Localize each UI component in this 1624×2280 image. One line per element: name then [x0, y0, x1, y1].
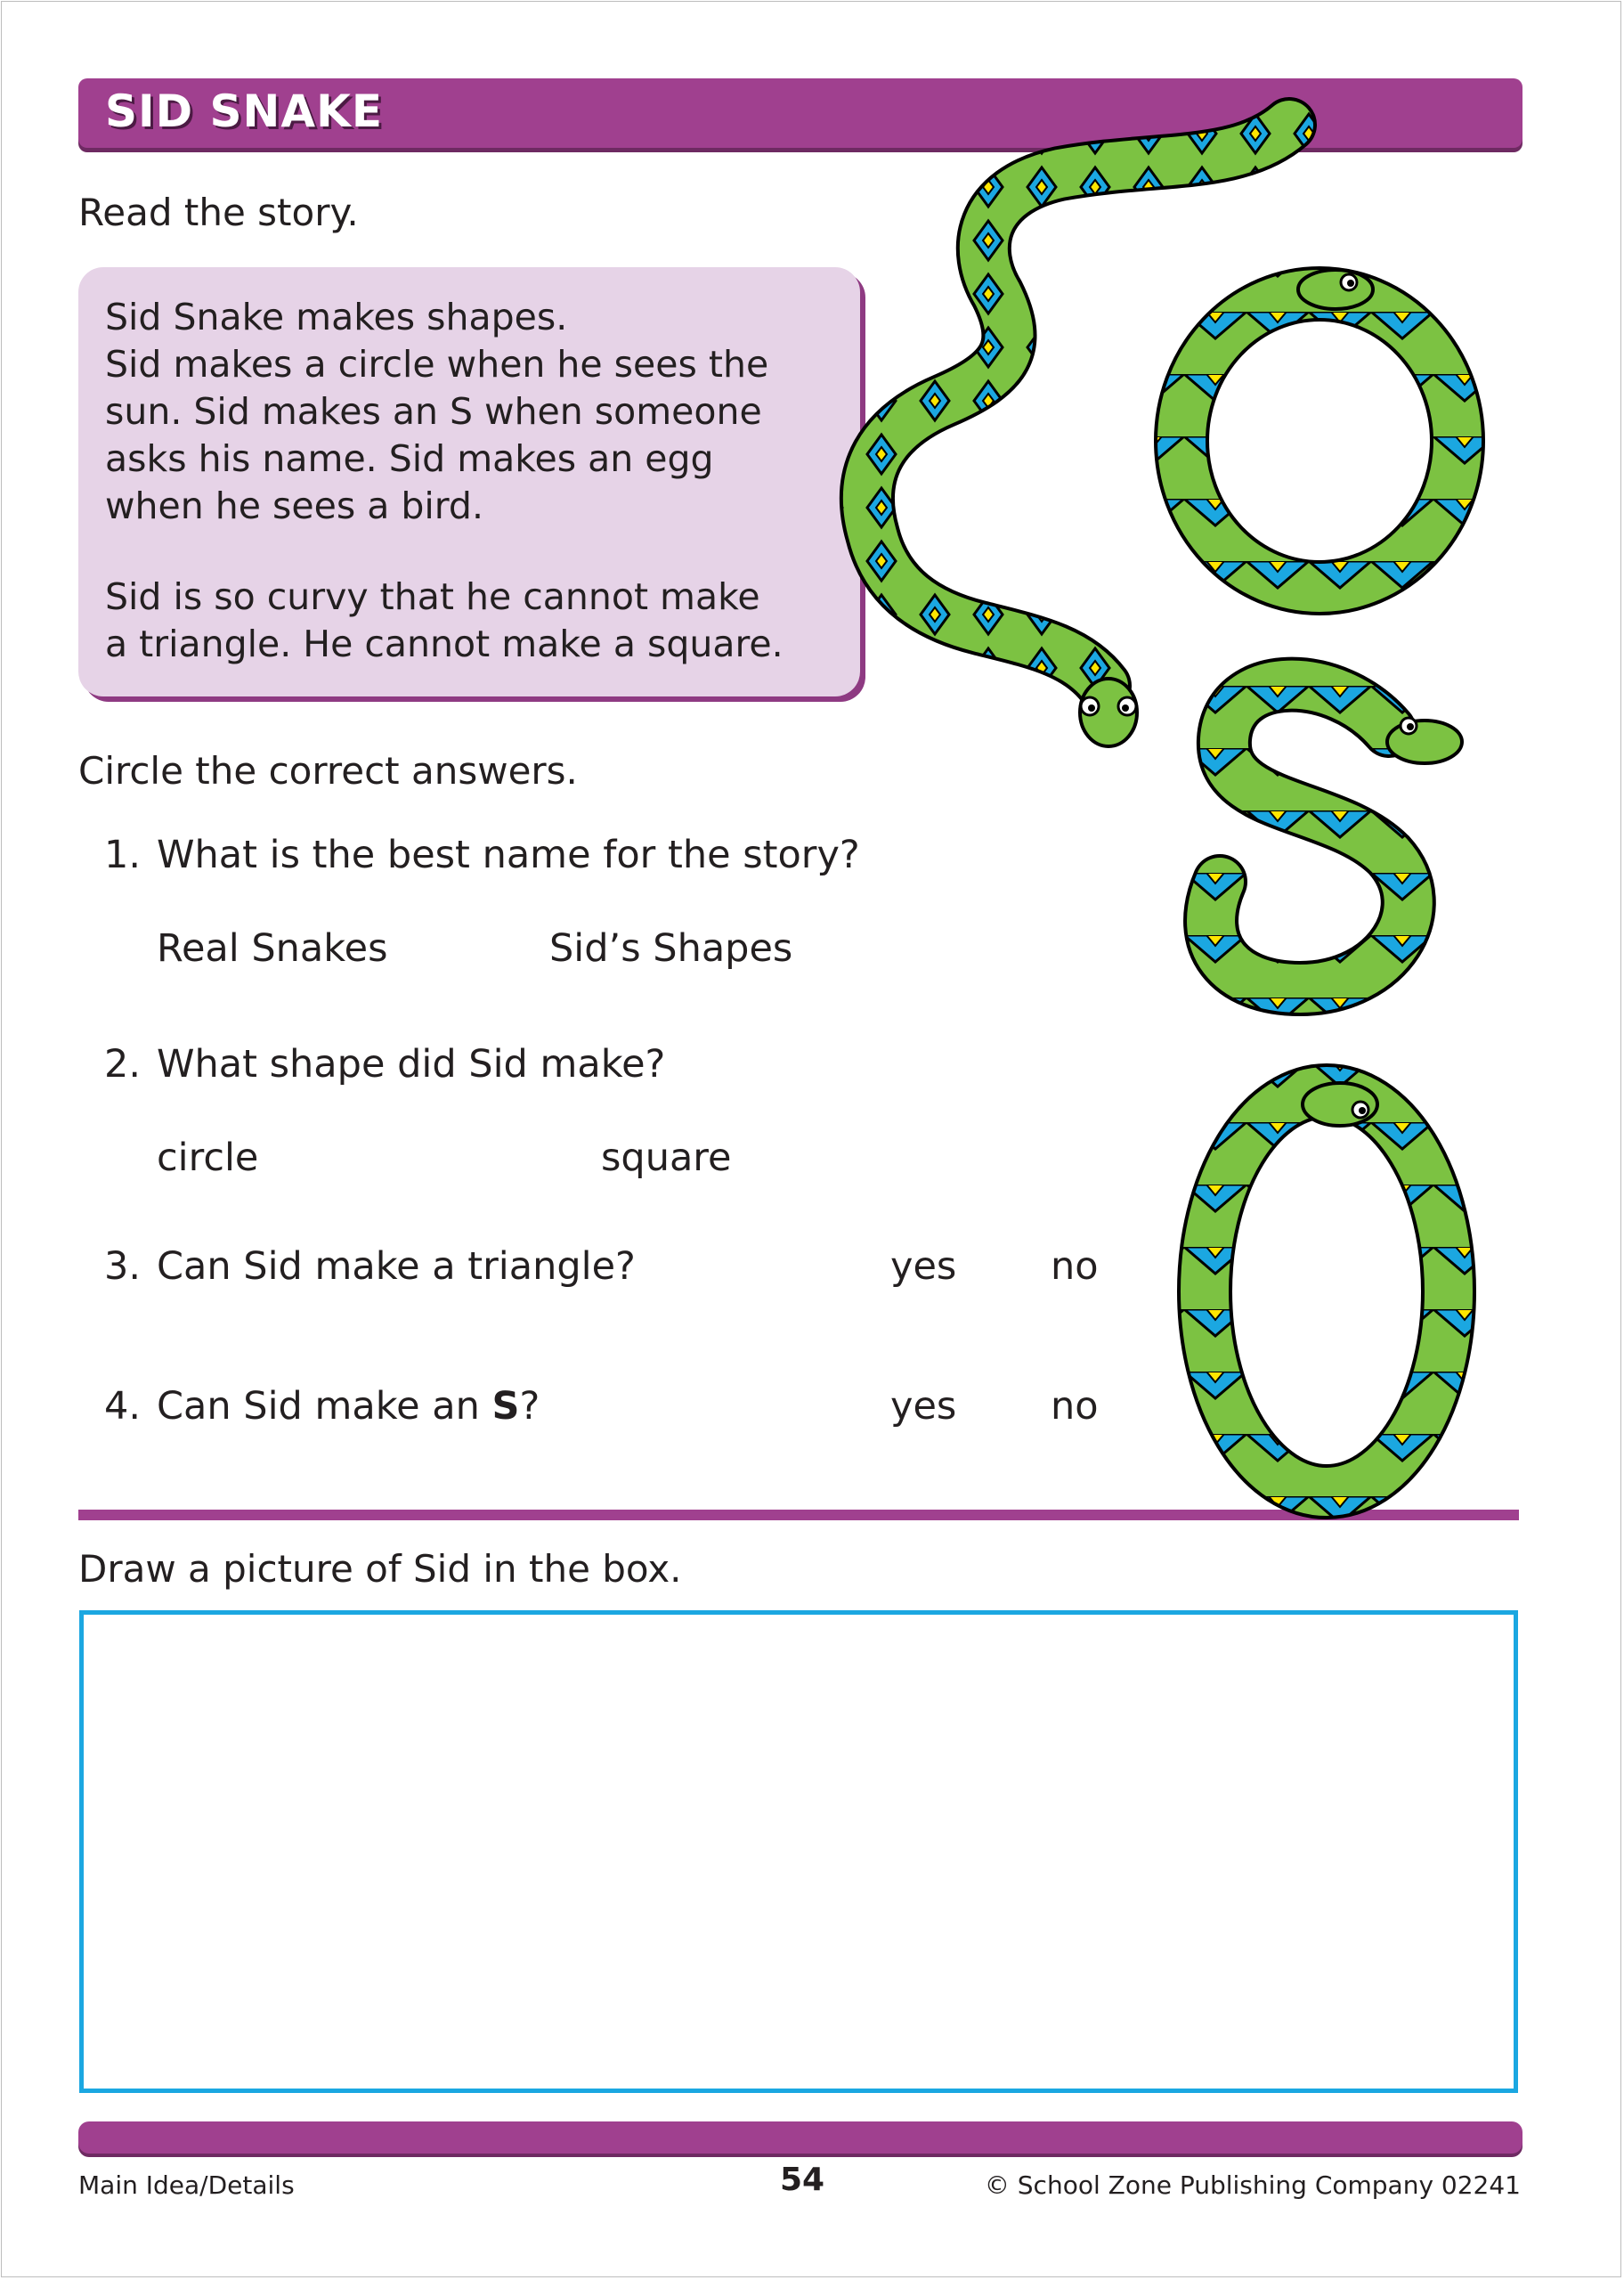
- bottom-bar: [78, 2121, 1522, 2154]
- story-line: Sid is so curvy that he cannot make: [105, 575, 760, 618]
- story-line: when he sees a bird.: [105, 484, 483, 527]
- story-line: Sid Snake makes shapes.: [105, 296, 568, 338]
- section-divider: [78, 1510, 1519, 1520]
- question-number: 4.: [103, 1384, 141, 1429]
- question-text-part: ?: [519, 1384, 540, 1429]
- answer-option[interactable]: no: [1051, 1244, 1099, 1289]
- drawing-box[interactable]: [79, 1610, 1518, 2093]
- circle-instruction: Circle the correct answers.: [78, 749, 578, 793]
- read-instruction: Read the story.: [78, 191, 359, 234]
- answer-option[interactable]: square: [601, 1136, 732, 1180]
- footer-topic: Main Idea/Details: [78, 2170, 295, 2200]
- answer-option[interactable]: Real Snakes: [157, 926, 388, 971]
- question-text: Can Sid make a triangle?: [157, 1244, 636, 1289]
- story-box: [78, 267, 860, 696]
- answer-option[interactable]: Sid’s Shapes: [549, 926, 793, 971]
- question-text: What shape did Sid make?: [157, 1042, 666, 1087]
- question-number: 2.: [103, 1042, 141, 1087]
- question-text: What is the best name for the story?: [157, 833, 860, 877]
- answer-option[interactable]: no: [1051, 1384, 1099, 1429]
- question-number: 1.: [103, 833, 141, 877]
- story-line: Sid makes a circle when he sees the: [105, 343, 769, 386]
- question-number: 3.: [103, 1244, 141, 1289]
- answer-option[interactable]: yes: [890, 1384, 957, 1429]
- question-text-part: Can Sid make an: [157, 1384, 492, 1429]
- draw-instruction: Draw a picture of Sid in the box.: [78, 1547, 682, 1591]
- question-text-bold: S: [491, 1384, 520, 1429]
- story-line: sun. Sid makes an S when someone: [105, 390, 762, 433]
- answer-option[interactable]: circle: [157, 1136, 259, 1180]
- story-line: a triangle. He cannot make a square.: [105, 623, 784, 665]
- footer-copyright: © School Zone Publishing Company 02241: [984, 2170, 1521, 2200]
- title-banner: [78, 78, 1522, 148]
- answer-option[interactable]: yes: [890, 1244, 957, 1289]
- page-title: SID SNAKE: [105, 86, 383, 137]
- story-line: asks his name. Sid makes an egg: [105, 437, 714, 480]
- question-text: [157, 1384, 540, 1429]
- page-number: 54: [780, 2162, 825, 2198]
